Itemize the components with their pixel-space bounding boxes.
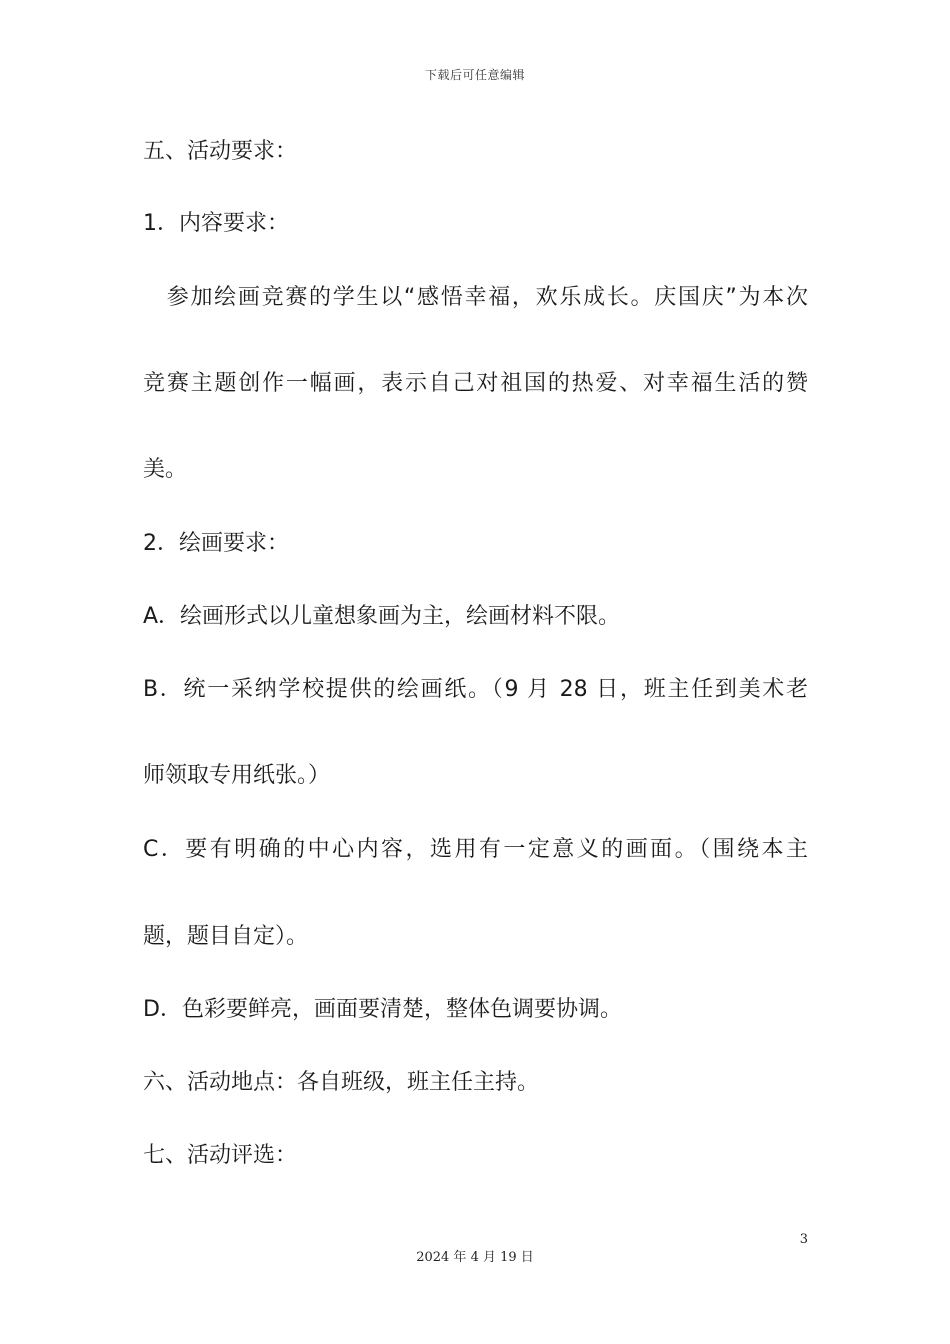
section6-location: 六、活动地点：各自班级，班主任主持。 (143, 1070, 540, 1095)
content-requirements-heading: 1．内容要求： (143, 211, 289, 236)
paragraph-line: 美。 (143, 457, 188, 482)
page-number: 3 (799, 1232, 808, 1247)
requirement-c-line: C．要有明确的中心内容，选用有一定意义的画面。（围绕本主 (143, 837, 808, 862)
requirement-d: D．色彩要鲜亮，画面要清楚，整体色调要协调。 (143, 997, 622, 1022)
page-header: 下载后可任意编辑 (424, 68, 525, 82)
page-footer-date: 2024 年 4 月 19 日 (416, 1250, 534, 1265)
requirement-a: A．绘画形式以儿童想象画为主，绘画材料不限。 (143, 604, 621, 629)
paragraph-line: 竞赛主题创作一幅画，表示自己对祖国的热爱、对幸福生活的赞 (143, 371, 808, 396)
section7-heading: 七、活动评选： (143, 1143, 298, 1168)
requirement-b-line: B．统一采纳学校提供的绘画纸。（9 月 28 日，班主任到美术老 (143, 677, 808, 702)
section5-heading: 五、活动要求： (143, 139, 298, 164)
drawing-requirements-heading: 2．绘画要求： (143, 531, 289, 556)
requirement-c-line: 题，题目自定）。 (143, 924, 309, 949)
paragraph-line: 参加绘画竞赛的学生以“感悟幸福，欢乐成长。庆国庆”为本次 (143, 285, 808, 310)
requirement-b-line: 师领取专用纸张。） (143, 763, 331, 788)
